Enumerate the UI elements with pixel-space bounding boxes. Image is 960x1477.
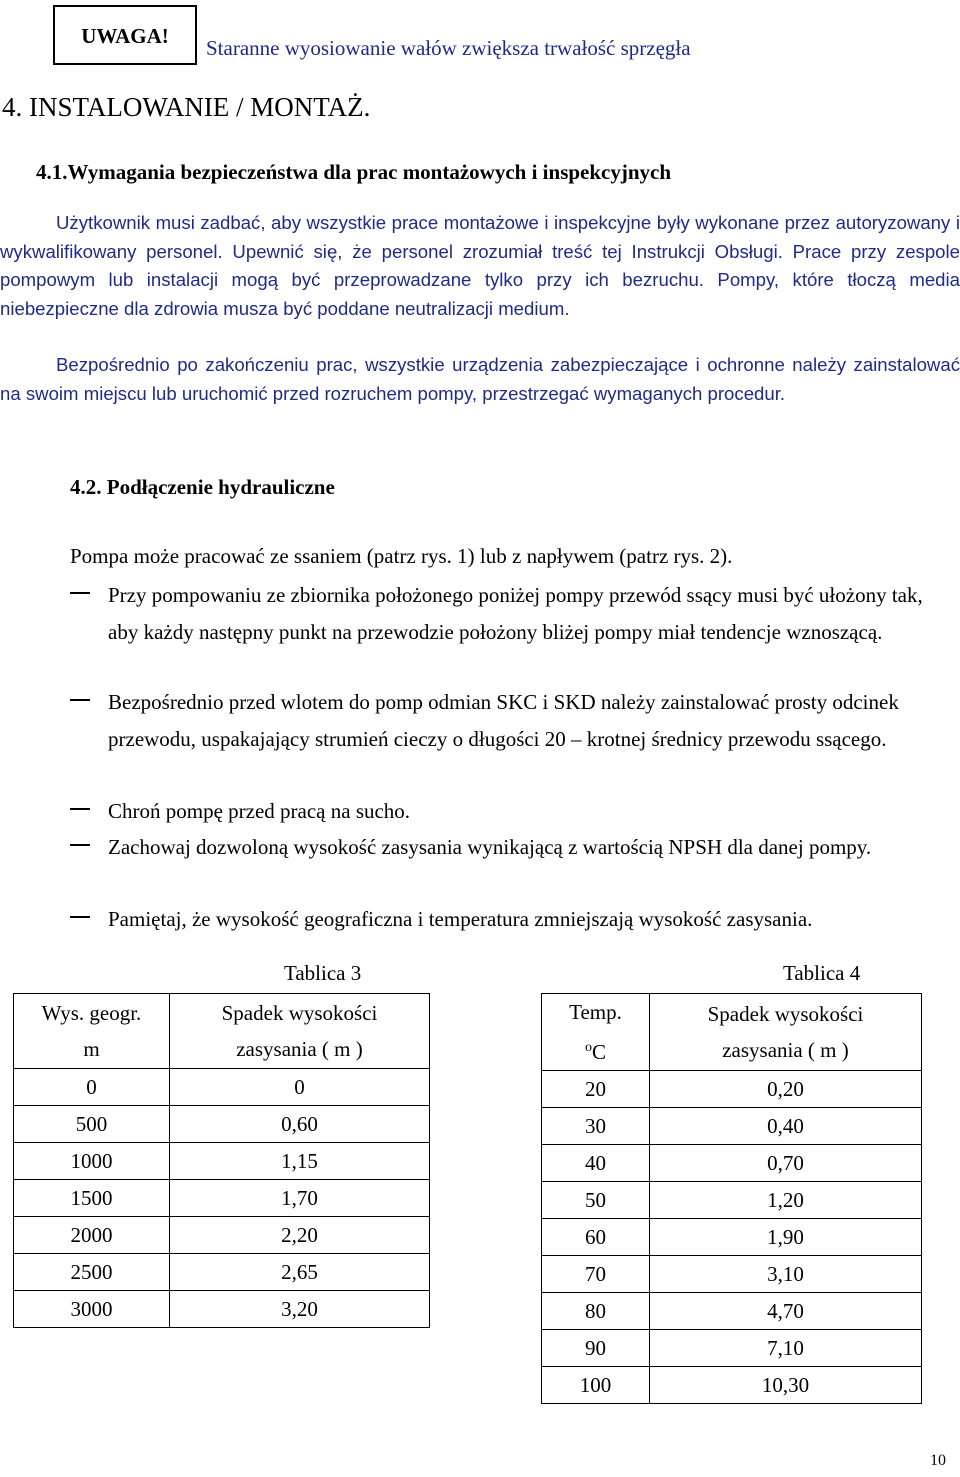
table-cell: 3,10: [650, 1256, 922, 1293]
table-cell: 30: [542, 1108, 650, 1145]
table-3: [13, 993, 430, 1328]
table-cell: 90: [542, 1330, 650, 1367]
table-cell: 2000: [14, 1217, 170, 1254]
table-cell: 100: [542, 1367, 650, 1404]
table-row: [14, 1254, 430, 1291]
dash-bullet-icon: [70, 808, 90, 810]
table-cell: 2,65: [170, 1254, 430, 1291]
warning-text: Staranne wyosiowanie wałów zwiększa trwałość sprzęgła: [206, 36, 691, 60]
table-4-header-temperature: Temp. $^o$C: [542, 994, 650, 1071]
paragraph-safety-2-text: Bezpośrednio po zakończeniu prac, wszystkie urządzenia zabezpieczające i ochronne należy zainstalować na swoim miejscu lub uruchomić przed rozruchem pompy, przestrzegać wymaganych procedur.: [0, 354, 960, 404]
table-cell: 20: [542, 1071, 650, 1108]
table-row: [542, 1071, 922, 1108]
paragraph-safety-2: [0, 351, 960, 408]
table-4-caption: Tablica 4: [783, 961, 861, 985]
table-cell: 2,20: [170, 1217, 430, 1254]
table-3-caption: Tablica 3: [284, 961, 362, 985]
table-row: [542, 1367, 922, 1404]
table-cell: 7,10: [650, 1330, 922, 1367]
dash-bullet-icon: [70, 916, 90, 918]
list-item-text: Chroń pompę przed pracą na sucho.: [108, 799, 411, 823]
subsection-1-heading: 4.1.Wymagania bezpieczeństwa dla prac montażowych i inspekcyjnych: [36, 160, 672, 184]
hydraulic-intro: Pompa może pracować ze ssaniem (patrz rys. 1) lub z napływem (patrz rys. 2).: [70, 544, 733, 568]
list-item-text: Zachowaj dozwoloną wysokość zasysania wynikającą z wartością NPSH dla danej pompy.: [108, 835, 872, 859]
table-cell: 50: [542, 1182, 650, 1219]
dash-bullet-icon: [70, 844, 90, 846]
table-row: [14, 1106, 430, 1143]
table-row: [542, 1293, 922, 1330]
list-item: [70, 793, 940, 830]
table-cell: 1,90: [650, 1219, 922, 1256]
table-cell: 1,70: [170, 1180, 430, 1217]
paragraph-safety-1: [0, 209, 960, 323]
table-cell: 0: [14, 1069, 170, 1106]
table-row: [542, 1108, 922, 1145]
table-cell: 1000: [14, 1143, 170, 1180]
table-cell: 1,15: [170, 1143, 430, 1180]
list-item: [70, 901, 940, 938]
table-cell: 0: [170, 1069, 430, 1106]
table-cell: 70: [542, 1256, 650, 1293]
table-cell: 0,60: [170, 1106, 430, 1143]
warning-badge: UWAGA!: [53, 5, 197, 65]
section-heading: 4. INSTALOWANIE / MONTAŻ.: [2, 92, 371, 122]
table-cell: 60: [542, 1219, 650, 1256]
table-cell: 3000: [14, 1291, 170, 1328]
table-cell: 1500: [14, 1180, 170, 1217]
table-row: [542, 1256, 922, 1293]
table-3-header-altitude: Wys. geogr. m: [14, 994, 170, 1069]
table-row: [14, 1180, 430, 1217]
subsection-2-heading: 4.2. Podłączenie hydrauliczne: [70, 475, 335, 499]
list-item-text: Pamiętaj, że wysokość geograficzna i temperatura zmniejszają wysokość zasysania.: [108, 907, 813, 931]
list-item-text: Bezpośrednio przed wlotem do pomp odmian SKC i SKD należy zainstalować prosty odcinek przewodu, uspakajający strumień cieczy o długości 20 – krotnej średnicy przewodu ssącego.: [108, 690, 899, 751]
table-row: [542, 1182, 922, 1219]
table-cell: 80: [542, 1293, 650, 1330]
table-row: [542, 1145, 922, 1182]
paragraph-safety-1-text: Użytkownik musi zadbać, aby wszystkie prace montażowe i inspekcyjne były wykonane przez autoryzowany i wykwalifikowany personel. Upewnić się, że personel zrozumiał treść tej Instrukcji Obsługi. Prace przy zespole pompowym lub instalacji mogą być przeprowadzane tylko przy ich bezruchu. Pompy, które tłoczą media niebezpieczne dla zdrowia musza być poddane neutralizacji medium.: [0, 212, 960, 319]
list-item: [70, 577, 940, 651]
dash-bullet-icon: [70, 592, 90, 594]
table-row: [542, 1330, 922, 1367]
table-row: [14, 1143, 430, 1180]
table-cell: 3,20: [170, 1291, 430, 1328]
table-row: [14, 1217, 430, 1254]
table-cell: 4,70: [650, 1293, 922, 1330]
table-3-header-drop: Spadek wysokości zasysania ( m ): [170, 994, 430, 1069]
dash-bullet-icon: [70, 699, 90, 701]
table-cell: 500: [14, 1106, 170, 1143]
table-cell: 40: [542, 1145, 650, 1182]
table-4-header-drop: Spadek wysokości zasysania ( m ): [650, 994, 922, 1071]
table-4: [541, 993, 922, 1404]
table-cell: 1,20: [650, 1182, 922, 1219]
list-item: [70, 684, 940, 758]
table-cell: 2500: [14, 1254, 170, 1291]
list-item: [70, 829, 940, 866]
table-row: [14, 1069, 430, 1106]
table-cell: 0,70: [650, 1145, 922, 1182]
table-row: [14, 1291, 430, 1328]
table-cell: 10,30: [650, 1367, 922, 1404]
page-number: 10: [930, 1452, 946, 1469]
table-row: [542, 1219, 922, 1256]
table-cell: 0,40: [650, 1108, 922, 1145]
list-item-text: Przy pompowaniu ze zbiornika położonego poniżej pompy przewód ssący musi być ułożony tak, aby każdy następny punkt na przewodzie położony bliżej pompy miał tendencje wznoszącą.: [108, 583, 923, 644]
table-cell: 0,20: [650, 1071, 922, 1108]
